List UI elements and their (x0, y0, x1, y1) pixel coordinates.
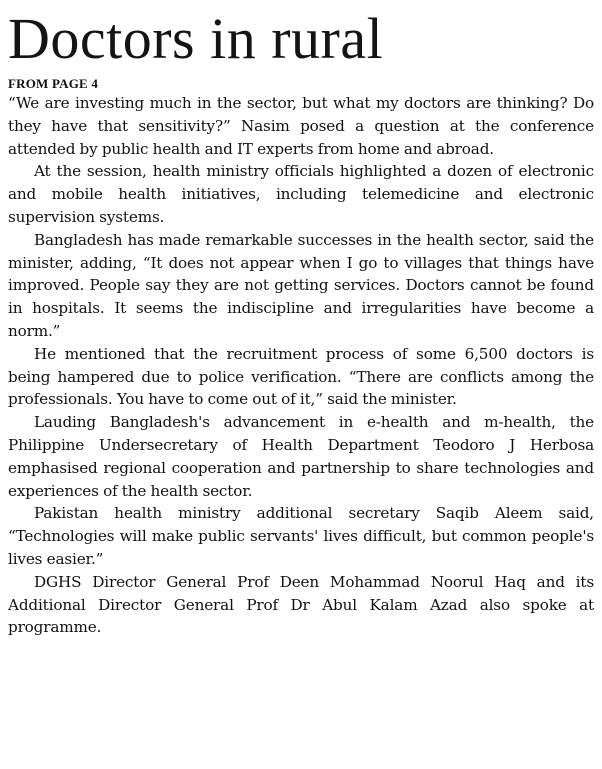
news-article (8, 4, 594, 639)
headline: Doctors in rural (8, 6, 384, 71)
paragraph: “We are investing much in the sector, but what my doctors are thinking? Do they have that sensitivity?” Nasim posed a question at the conference attended by public health and IT experts from home and abroad. (8, 94, 594, 158)
jump-line: FROM PAGE 4 (8, 76, 99, 91)
paragraph: DGHS Director General Prof Deen Mohammad Noorul Haq and its Additional Director General Prof Dr Abul Kalam Azad also spoke at programme. (8, 572, 594, 637)
paragraph: Pakistan health ministry additional secretary Saqib Aleem said, “Technologies will make public servants' lives difficult, but common people's lives easier.” (8, 504, 594, 568)
paragraph: He mentioned that the recruitment process of some 6,500 doctors is being hampered due to police verification. “There are conflicts among the professionals. You have to come out of it,” said the minister. (8, 344, 594, 409)
paragraph: Bangladesh has made remarkable successes in the health sector, said the minister, adding, “It does not appear when I go to villages that things have improved. People say they are not getting services. Doctors cannot be found in hospitals. It seems the indiscipline and irregularities have become a norm.” (8, 230, 594, 340)
paragraph: Lauding Bangladesh's advancement in e-health and m-health, the Philippine Undersecretary of Health Department Teodoro J Herbosa emphasised regional cooperation and partnership to share technologies and experiences of the health sector. (8, 413, 594, 500)
article-body (8, 92, 594, 639)
paragraph: At the session, health ministry officials highlighted a dozen of electronic and mobile health initiatives, including telemedicine and electronic supervision systems. (8, 162, 594, 226)
